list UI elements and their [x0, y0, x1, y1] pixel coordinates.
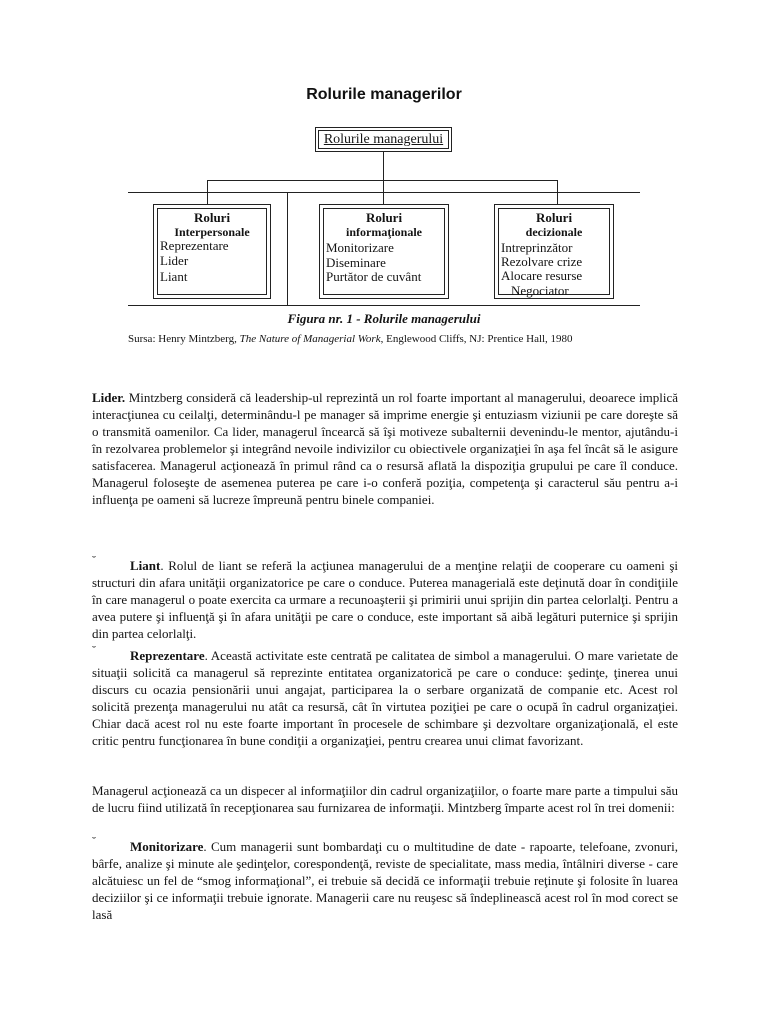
monitorizare-text: . Cum managerii sunt bombardaţi cu o multitudine de date - rapoarte, telefoane, zvonuri, bârfe, analize şi minute ale şedinţelor, corespondenţă, reviste de specialitate, mass media, întâlniri diverse - care alcătuiesc un fel de “smog informaţional”, ei trebuie să decidă ce informaţii trebuie reţinute şi folosite în luarea deciziilor şi ce informaţii trebuie ignorate. Managerii care nu reuşesc să îndeplinească acest rol în mod corect se lasă: [92, 839, 678, 922]
source-prefix: Sursa: Henry Mintzberg,: [128, 333, 240, 345]
roles-diagram: [0, 0, 768, 360]
root-role-box: [315, 127, 452, 152]
informational-item: Purtător de cuvânt: [326, 269, 422, 284]
interpersonal-item: Reprezentare: [160, 238, 229, 253]
decisional-item: Rezolvare crize: [501, 254, 583, 269]
interpersonal-head-2: Interpersonale: [174, 225, 250, 239]
bullet-glyph: ˘: [92, 643, 96, 657]
paragraph-reprezentare: [92, 647, 678, 749]
informational-head-1: Roluri: [365, 210, 403, 225]
lider-text: Mintzberg consideră că leadership-ul reprezintă un rol foarte important al managerului, deoarece implică interacţiunea cu ceilalţi, determinându-l pe manager să imprime energie şi entuziasm viziunii pe care doreşte să o transmită oamenilor. Ca lider, managerul încearcă să îşi motiveze subalternii devenindu-le mentor, ajutându-i în rezolvarea problemelor şi integrând nevoile indivizilor cu obiectivele organizaţiei în aşa fel încât să le asigure satisfacerea. Managerul acţionează în primul rând ca o resursă aflată la dispoziţia grupului pe care îl conduce. Managerul foloseşte de asemenea puterea pe care i-o conferă poziţia, competenţa şi caracterul său pentru a-i influenţa pe oameni să lucreze împreună pentru binele companiei.: [92, 390, 678, 507]
term-lider: Lider.: [92, 390, 126, 405]
term-liant: Liant: [130, 558, 161, 573]
connector-root-down: [383, 152, 384, 180]
liant-text: . Rolul de liant se referă la acţiunea managerului de a menţine relaţii de cooperare cu oameni şi structuri din afara unităţii organizatorice pe care o conduce. Puterea managerială este deţinută doar în condiţiile în care managerul o poate exercita ca urmare a recunoaşterii şi primirii unui sprijin din partea celorlalţi. Pentru a avea putere şi influenţă şi în afara unităţii pe care o conduce, este important să aibă legături puternice şi sprijin din partea celorlalţi.: [92, 558, 678, 641]
paragraph-lider: [92, 389, 678, 508]
interpersonal-item: Liant: [160, 269, 188, 284]
paragraph-liant: [92, 557, 678, 642]
interpersonal-roles-box: [153, 204, 271, 299]
figure-source: [128, 333, 573, 345]
dispecer-text: Managerul acţionează ca un dispecer al informaţiilor din cadrul organizaţiilor, o foarte mare parte a timpului său de lucru fiind utilizată în recepţionarea sau furnizarea de informaţii. Mintzberg împarte acest rol în trei domenii:: [92, 783, 678, 815]
reprezentare-text: . Această activitate este centrată pe calitatea de simbol a managerului. O mare varietate de situaţii solicită ca managerul să reprezinte entitatea organizatorică pe care o conduce: şedinţe, ţinerea unui discurs cu ocazia pensionării unui angajat, participarea la o serbare organizată de companie etc. Acest rol solicită prezenţa managerului nu atât ca resursă, cât în virtutea poziţiei pe care o ocupă în cadrul organizaţiei. Chiar dacă acest rol nu este foarte important în procesele de schimbare şi dezvoltare organizaţională, el este critic pentru funcţionarea în bune condiţii a organizaţiei, pentru crearea unui climat favorizant.: [92, 648, 678, 748]
decisional-head-2: decizionale: [525, 225, 583, 239]
paragraph-monitorizare: [92, 838, 678, 923]
decisional-roles-box: [494, 204, 614, 299]
bullet-glyph: ˘: [92, 553, 96, 567]
connector-middle: [383, 180, 384, 204]
decisional-item: Alocare resurse: [501, 268, 583, 283]
source-book-title: The Nature of Managerial Work: [239, 333, 381, 345]
decisional-head-1: Roluri: [535, 210, 573, 225]
decisional-item: Negociator: [511, 283, 569, 298]
connector-right: [557, 180, 558, 204]
figure-caption: Figura nr. 1 - Rolurile managerului: [287, 311, 481, 326]
decisional-item: Intreprinzător: [501, 240, 573, 255]
informational-head-2: informaţionale: [346, 225, 422, 239]
term-reprezentare: Reprezentare: [130, 648, 205, 663]
connector-left: [207, 180, 208, 204]
paragraph-dispecer: [92, 782, 678, 816]
informational-roles-box: [319, 204, 449, 299]
page-title: Rolurile managerilor: [306, 86, 462, 103]
frame-line-divider: [287, 192, 288, 305]
frame-line-top: [128, 192, 640, 193]
informational-item: Diseminare: [326, 255, 386, 270]
term-monitorizare: Monitorizare: [130, 839, 204, 854]
connector-horizontal: [207, 180, 557, 181]
root-role-label: Rolurile managerului: [323, 132, 444, 147]
interpersonal-head-1: Roluri: [193, 210, 231, 225]
informational-item: Monitorizare: [326, 240, 394, 255]
frame-line-bottom: [128, 305, 640, 306]
source-suffix: , Englewood Cliffs, NJ: Prentice Hall, 1980: [380, 333, 573, 345]
bullet-glyph: ˘: [92, 834, 96, 848]
interpersonal-item: Lider: [160, 253, 189, 268]
